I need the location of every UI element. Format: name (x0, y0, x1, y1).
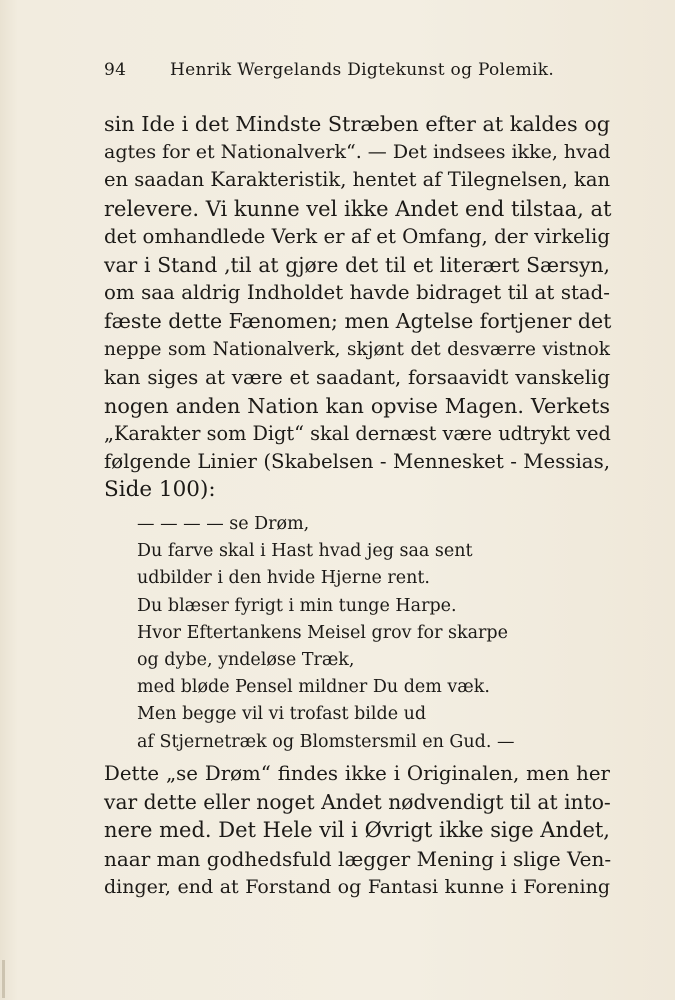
verse-line: Men begge vil vi trofast bilde ud (137, 704, 427, 725)
text-line: en saadan Karakteristik, hentet af Tilegnelsen, kan (104, 168, 611, 192)
text-line: var i Stand ‚til at gjøre det til et literært Særsyn, (104, 252, 610, 277)
paragraph-2 (104, 760, 610, 901)
verse-line: og dybe, yndeløse Træk, (137, 649, 355, 670)
text-line: naar man godhedsfuld lægger Mening i slige Ven- (104, 846, 612, 871)
verse-line: af Stjernetræk og Blomstersmil en Gud. — (137, 731, 515, 752)
paragraph-1 (104, 110, 610, 505)
text-line: følgende Linier (Skabelsen - Mennesket - Messias, (104, 450, 610, 474)
text-line: kan siges at være et saadant, forsaavidt vanskelig (104, 365, 610, 389)
text-line: nogen anden Nation kan opvise Magen. Verkets (104, 393, 610, 418)
page-edge-mark (2, 960, 5, 998)
text-line: det omhandlede Verk er af et Omfang, der virkelig (104, 224, 610, 248)
text-line: var dette eller noget Andet nødvendigt til at into- (104, 790, 611, 815)
verse-line: Du farve skal i Hast hvad jeg saa sent (137, 541, 473, 562)
text-line: neppe som Nationalverk, skjønt det desværre vistnok (104, 338, 610, 360)
text-line: om saa aldrig Indholdet havde bidraget til at stad- (104, 281, 610, 305)
text-line: fæste dette Fænomen; men Agtelse fortjener det (104, 309, 612, 334)
page-number: 94 (104, 60, 127, 80)
running-title: Henrik Wergelands Digtekunst og Polemik. (170, 60, 555, 80)
verse-line: — — — — se Drøm, (137, 514, 310, 534)
page-header (104, 60, 610, 86)
text-line: sin Ide i det Mindste Stræben efter at kaldes og (104, 112, 610, 136)
verse-line: med bløde Pensel mildner Du dem væk. (137, 677, 490, 698)
verse-line: udbilder i den hvide Hjerne rent. (137, 568, 430, 589)
text-line: relevere. Vi kunne vel ikke Andet end tilstaa, at (104, 196, 612, 221)
text-line: nere med. Det Hele vil i Øvrigt ikke sige Andet, (104, 818, 610, 843)
text-line: „Karakter som Digt“ skal dernæst være udtrykt ved (104, 422, 611, 446)
text-line: Side 100): (104, 477, 216, 503)
verse-line: Du blæser fyrigt i min tunge Harpe. (137, 595, 457, 616)
text-line: dinger, end at Forstand og Fantasi kunne i Forening (104, 875, 610, 898)
verse-line: Hvor Eftertankens Meisel grov for skarpe (137, 622, 508, 643)
verse-quote (137, 511, 537, 756)
text-line: Dette „se Drøm“ findes ikke i Originalen, men her (104, 762, 610, 785)
text-line: agtes for et Nationalverk“. — Det indsees ikke, hvad (104, 141, 611, 164)
